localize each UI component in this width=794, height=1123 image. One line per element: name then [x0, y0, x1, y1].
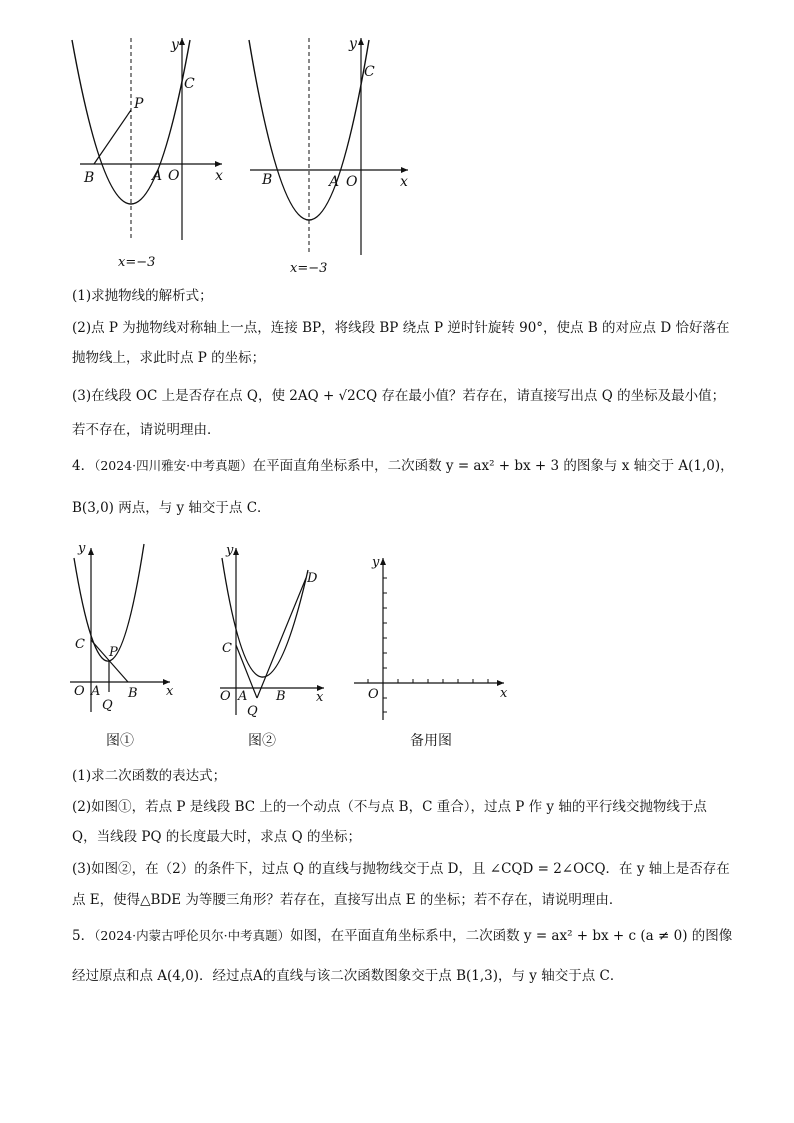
label-x: x — [500, 686, 508, 701]
label-p: P — [134, 96, 144, 112]
label-y: y — [171, 37, 179, 53]
q4-part2-line2: Q，当线段 PQ 的长度最大时，求点 Q 的坐标； — [72, 829, 361, 845]
label-b: B — [128, 686, 138, 701]
q4-figure-3 — [350, 552, 520, 732]
q3-part2-line2: 抛物线上，求此时点 P 的坐标； — [72, 350, 266, 366]
x-axis-arrow — [401, 167, 408, 173]
label-c: C — [222, 641, 232, 656]
label-x: x — [166, 684, 174, 699]
q4-source: （2024·四川雅安·中考真题） — [94, 458, 253, 473]
q4-part2-line1: (2)如图①，若点 P 是线段 BC 上的一个动点（不与点 B，C 重合），过点 P 作 y 轴的平行线交抛物线于点 — [72, 799, 707, 815]
q4-figure-2 — [214, 540, 334, 730]
q5-source: （2024·内蒙古呼伦贝尔·中考真题） — [94, 928, 291, 943]
q4-part3-line1: (3)如图②，在（2）的条件下，过点 Q 的直线与抛物线交于点 D，且 ∠CQD = 2∠OCQ．在 y 轴上是否存在 — [72, 861, 730, 877]
label-d: D — [307, 571, 318, 586]
q4-stem-text: 在平面直角坐标系中，二次函数 y = ax² + bx + 3 的图象与 x 轴交于 A(1,0)， — [252, 458, 734, 474]
label-a: A — [152, 168, 163, 184]
y-axis-arrow — [380, 558, 386, 565]
label-q: Q — [247, 704, 258, 719]
label-o: O — [168, 168, 180, 184]
label-y: y — [226, 543, 234, 558]
q4-stem-line2: B(3,0) 两点，与 y 轴交于点 C． — [72, 500, 271, 516]
parabola-curve — [222, 558, 308, 677]
segment-bp — [94, 110, 131, 164]
q4-figure-1-caption: 图① — [106, 733, 134, 749]
q3-part3-line2: 若不存在，请说明理由． — [72, 422, 221, 438]
q5-stem-line2: 经过原点和点 A(4,0)．经过点A的直线与该二次函数图象交于点 B(1,3)，与 y 轴交于点 C． — [72, 968, 624, 984]
label-x: x — [400, 174, 408, 190]
q5-stem-text: 如图，在平面直角坐标系中，二次函数 y = ax² + bx + c (a ≠ 0) 的图像 — [290, 928, 733, 944]
label-c: C — [75, 637, 85, 652]
label-o: O — [368, 687, 379, 702]
q5-number: 5． — [72, 928, 95, 944]
label-x: x — [215, 168, 223, 184]
label-c: C — [184, 76, 195, 92]
label-b: B — [262, 172, 273, 188]
label-p: P — [109, 645, 118, 660]
y-axis-arrow — [358, 38, 364, 45]
q3-part1: (1)求抛物线的解析式； — [72, 288, 213, 304]
label-b: B — [84, 170, 95, 186]
label-o: O — [346, 174, 358, 190]
q4-stem-line1 — [72, 456, 734, 476]
q4-part3-line2: 点 E，使得△BDE 为等腰三角形？若存在，直接写出点 E 的坐标；若不存在，请说明理由． — [72, 892, 623, 908]
x-axis-arrow — [215, 161, 222, 167]
label-y: y — [372, 555, 380, 570]
label-q: Q — [102, 698, 113, 713]
label-y: y — [349, 36, 357, 52]
q3-part3-line1: (3)在线段 OC 上是否存在点 Q，使 2AQ + √2CQ 存在最小值？若存在，请直接写出点 Q 的坐标及最小值； — [72, 388, 726, 404]
label-a: A — [329, 174, 340, 190]
label-b: B — [276, 689, 286, 704]
y-axis-ticks — [383, 578, 387, 712]
q4-figure-3-caption: 备用图 — [410, 733, 452, 749]
q4-figure-1 — [66, 540, 186, 730]
label-y: y — [78, 541, 86, 556]
q4-part1: (1)求二次函数的表达式； — [72, 768, 227, 784]
segment-qd — [257, 578, 306, 698]
label-axis-eq: x=−3 — [290, 261, 328, 276]
label-o: O — [220, 689, 231, 704]
figure-parabola-1 — [60, 30, 240, 275]
figure-parabola-2 — [240, 30, 420, 280]
label-a: A — [238, 689, 248, 704]
label-c: C — [364, 64, 375, 80]
q4-figure-2-caption: 图② — [248, 733, 276, 749]
y-axis-arrow — [233, 548, 239, 555]
y-axis-arrow — [179, 38, 185, 45]
q5-stem-line1 — [72, 926, 732, 946]
label-o: O — [74, 684, 85, 699]
q3-part2-line1: (2)点 P 为抛物线对称轴上一点，连接 BP，将线段 BP 绕点 P 逆时针旋转 90°，使点 B 的对应点 D 恰好落在 — [72, 320, 730, 336]
label-axis-eq: x=−3 — [118, 255, 156, 270]
label-a: A — [91, 684, 101, 699]
q4-number: 4． — [72, 458, 95, 474]
label-x: x — [316, 690, 324, 705]
y-axis-arrow — [88, 548, 94, 555]
